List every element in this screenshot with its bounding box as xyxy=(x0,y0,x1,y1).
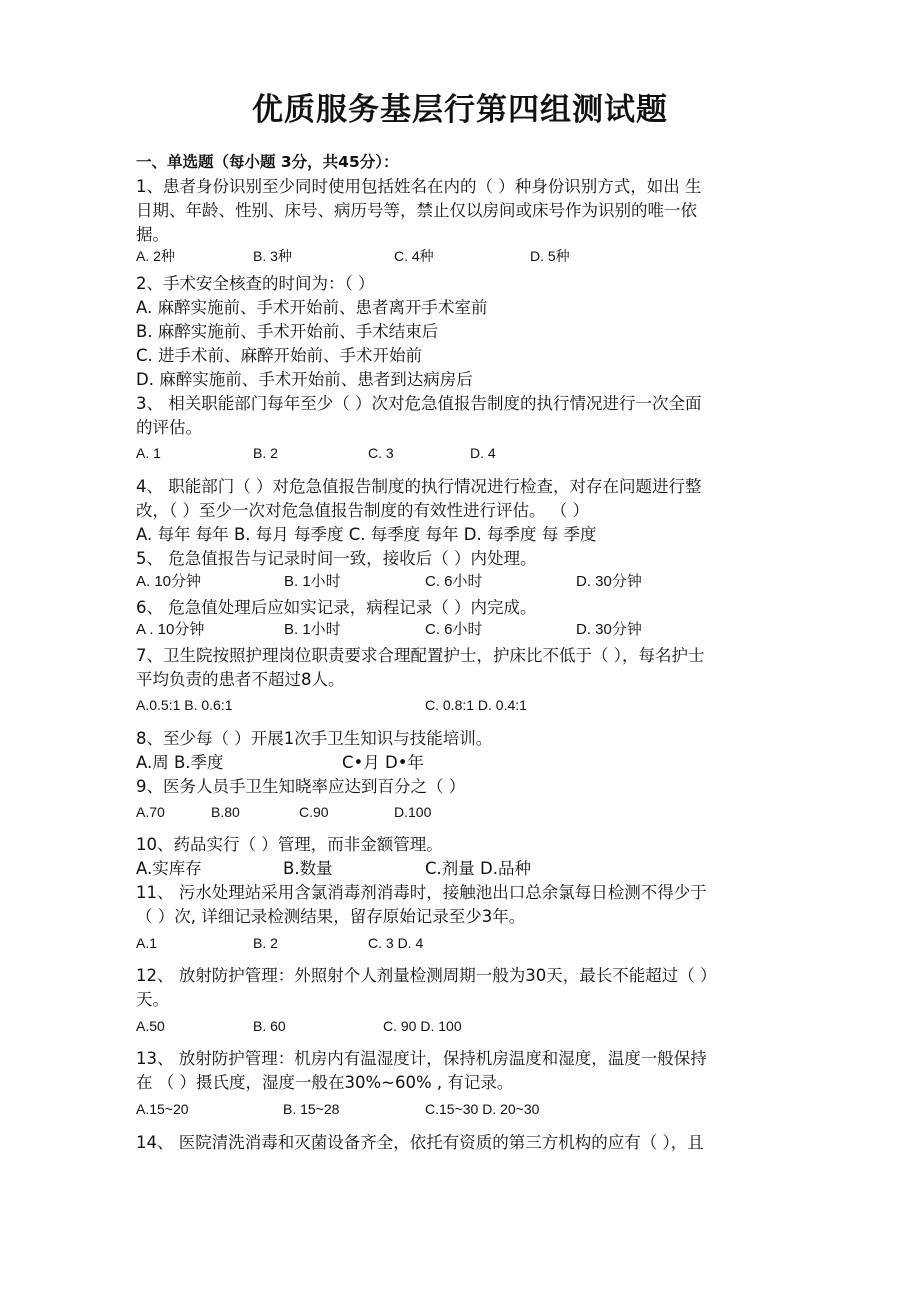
question-11-text: 11、 污水处理站采用含氯消毒剂消毒时，接触池出口总余氯每日检测不得少于 xyxy=(136,883,707,902)
question-10-text: 10、药品实行（ ）管理，而非金额管理。 xyxy=(136,835,443,854)
question-9-option-a: A.70 xyxy=(136,804,165,820)
question-7-options-ab: A.0.5:1 B. 0.6:1 xyxy=(136,697,233,713)
question-4-text-cont: 改，（ ）至少一次对危急值报告制度的有效性进行评估。 （ ） xyxy=(136,501,589,520)
question-5-text: 5、 危急值报告与记录时间一致，接收后（ ）内处理。 xyxy=(136,549,537,568)
question-5-option-a: A. 10分钟 xyxy=(136,573,202,590)
question-1-text-cont: 日期、年龄、性别、床号、病历号等，禁止仅以房间或床号作为识别的唯一依 xyxy=(136,201,697,220)
question-5-option-c: C. 6小时 xyxy=(425,573,483,590)
question-5-option-b: B. 1小时 xyxy=(284,573,341,590)
question-7-text-cont: 平均负责的患者不超过8人。 xyxy=(136,670,345,689)
question-3-option-d: D. 4 xyxy=(470,445,496,461)
question-7-text: 7、卫生院按照护理岗位职责要求合理配置护士，护床比不低于（ ），每名护士 xyxy=(136,646,705,665)
question-12-option-a: A.50 xyxy=(136,1018,165,1034)
question-6-text: 6、 危急值处理后应如实记录，病程记录（ ）内完成。 xyxy=(136,598,537,617)
question-11-option-b: B. 2 xyxy=(253,935,278,951)
question-2-option-a: A. 麻醉实施前、手术开始前、患者离开手术室前 xyxy=(136,298,488,317)
question-6-option-a: A . 10分钟 xyxy=(136,621,205,638)
question-9-option-c: C.90 xyxy=(299,804,329,820)
question-4-text: 4、 职能部门（ ）对危急值报告制度的执行情况进行检查，对存在问题进行整 xyxy=(136,477,702,496)
question-11-options-cd: C. 3 D. 4 xyxy=(368,935,424,951)
question-1-text: 1、患者身份识别至少同时使用包括姓名在内的（ ）种身份识别方式，如出 生 xyxy=(136,177,702,196)
question-2-option-c: C. 进手术前、麻醉开始前、手术开始前 xyxy=(136,346,423,365)
question-10-option-a: A.实库存 xyxy=(136,859,202,878)
question-4-options: A. 每年 每年 B. 每月 每季度 C. 每季度 每年 D. 每季度 每 季度 xyxy=(136,525,597,544)
question-12-options-cd: C. 90 D. 100 xyxy=(383,1018,462,1034)
question-13-option-b: B. 15~28 xyxy=(283,1101,340,1117)
question-12-text: 12、 放射防护管理：外照射个人剂量检测周期一般为30天，最长不能超过（ ） xyxy=(136,966,717,985)
question-13-option-a: A.15~20 xyxy=(136,1101,189,1117)
question-3-option-c: C. 3 xyxy=(368,445,394,461)
question-9-option-d: D.100 xyxy=(394,804,432,820)
question-1-text-end: 据。 xyxy=(136,225,169,244)
question-6-option-c: C. 6小时 xyxy=(425,621,483,638)
question-8-options-ab: A.周 B.季度 xyxy=(136,753,224,772)
question-12-option-b: B. 60 xyxy=(253,1018,286,1034)
page-title: 优质服务基层行第四组测试题 xyxy=(252,92,668,128)
question-13-text: 13、 放射防护管理：机房内有温湿度计，保持机房温度和湿度，温度一般保持 xyxy=(136,1049,707,1068)
question-13-text-cont: 在 （ ）摄氏度，湿度一般在30%~60% , 有记录。 xyxy=(136,1073,514,1092)
question-6-option-b: B. 1小时 xyxy=(284,621,341,638)
question-3-option-b: B. 2 xyxy=(253,445,278,461)
question-2-option-d: D. 麻醉实施前、手术开始前、患者到达病房后 xyxy=(136,370,473,389)
question-6-option-d: D. 30分钟 xyxy=(576,621,642,638)
question-14-text: 14、 医院清洗消毒和灭菌设备齐全，依托有资质的第三方机构的应有（ ），且 xyxy=(136,1133,704,1152)
question-1-option-b: B. 3种 xyxy=(253,248,292,264)
question-2-text: 2、手术安全核查的时间为：（ ） xyxy=(136,274,375,293)
question-1-option-a: A. 2种 xyxy=(136,248,175,264)
question-11-text-cont: （ ）次, 详细记录检测结果，留存原始记录至少3年。 xyxy=(136,907,526,926)
question-7-options-cd: C. 0.8:1 D. 0.4:1 xyxy=(425,697,527,713)
question-2-option-b: B. 麻醉实施前、手术开始前、手术结束后 xyxy=(136,322,439,341)
question-3-text: 3、 相关职能部门每年至少（ ）次对危急值报告制度的执行情况进行一次全面 xyxy=(136,394,702,413)
question-10-option-b: B.数量 xyxy=(283,859,333,878)
question-1-option-c: C. 4种 xyxy=(394,248,434,264)
question-3-text-cont: 的评估。 xyxy=(136,418,202,437)
question-10-options-cd: C.剂量 D.品种 xyxy=(425,859,531,878)
question-9-text: 9、医务人员手卫生知晓率应达到百分之（ ） xyxy=(136,777,466,796)
section-heading: 一、单选题（每小题 3分，共45分）： xyxy=(136,153,399,171)
question-3-option-a: A. 1 xyxy=(136,445,161,461)
question-8-options-cd: C•月 D•年 xyxy=(342,753,424,772)
question-9-option-b: B.80 xyxy=(211,804,240,820)
question-1-option-d: D. 5种 xyxy=(530,248,570,264)
question-11-option-a: A.1 xyxy=(136,935,158,951)
question-5-option-d: D. 30分钟 xyxy=(576,573,642,590)
question-12-text-cont: 天。 xyxy=(136,990,169,1009)
question-13-options-cd: C.15~30 D. 20~30 xyxy=(425,1101,540,1117)
question-8-text: 8、至少每（ ）开展1次手卫生知识与技能培训。 xyxy=(136,729,493,748)
